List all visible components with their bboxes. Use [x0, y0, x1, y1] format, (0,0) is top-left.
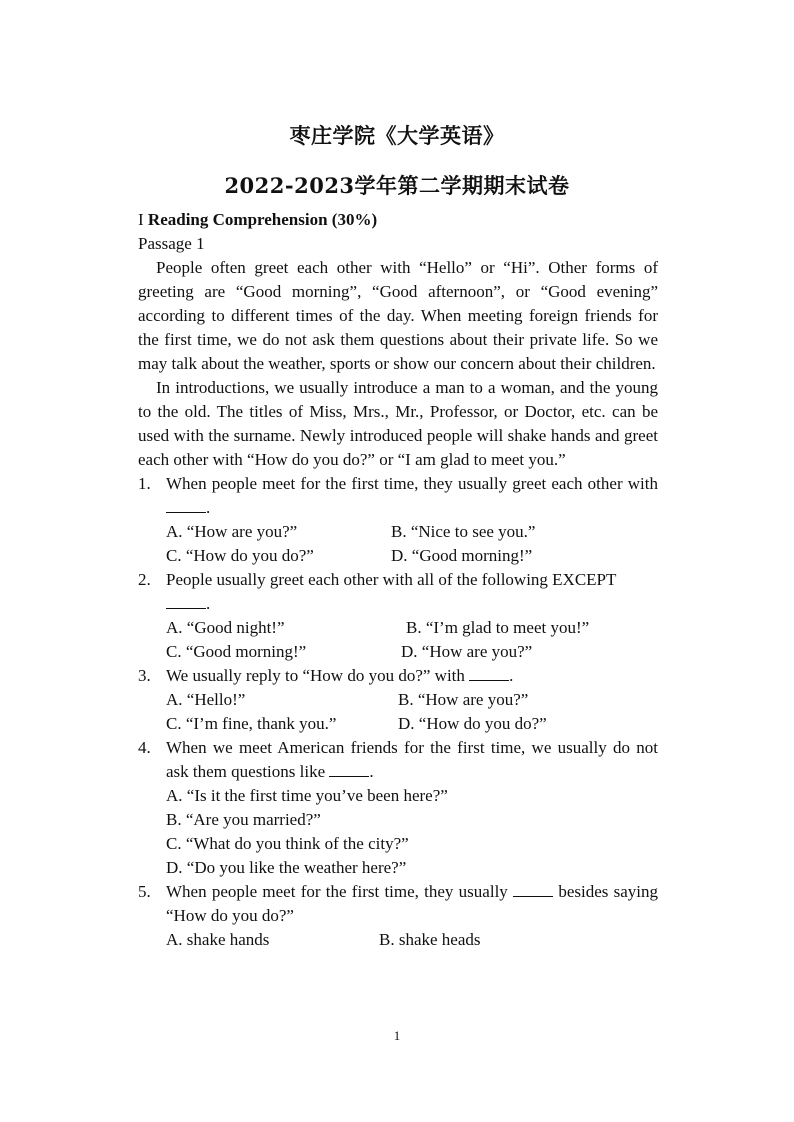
question-stem: People usually greet each other with all of the following EXCEPT	[166, 570, 617, 589]
question-1	[138, 472, 658, 568]
question-text	[166, 664, 658, 688]
answer-blank	[469, 665, 509, 681]
question-number: 2.	[138, 570, 151, 589]
question-stem: We usually reply to “How do you do?” with	[166, 666, 465, 685]
exam-title-line1: 枣庄学院《大学英语》	[289, 123, 505, 148]
answer-blank	[166, 497, 206, 513]
question-stem-end: .	[509, 666, 514, 685]
passage-paragraph-1: People often greet each other with “Hello” or “Hi”. Other forms of greeting are “Good morning”, “Good afternoon”, or “Good evening” according to different times of the day. When meeting foreign friends for the first time, we do not ask them questions about their private life. So we may talk about the weather, sports or show our concern about their children.	[138, 258, 658, 373]
question-options	[166, 928, 658, 952]
question-4	[138, 736, 658, 880]
question-text	[166, 472, 658, 520]
question-2	[138, 568, 658, 664]
question-stem-end: besides saying “How do you do?”	[166, 882, 659, 925]
option-a: A. “Hello!”	[166, 690, 246, 709]
question-stem: When people meet for the first time, they usually	[166, 882, 508, 901]
option-d: D. “How do you do?”	[398, 714, 547, 733]
question-stem-end: .	[206, 594, 211, 613]
question-stem-end: .	[369, 762, 374, 781]
option-b: B. “How are you?”	[398, 690, 529, 709]
question-text	[166, 568, 658, 616]
answer-blank	[329, 761, 369, 777]
option-c: C. “Good morning!”	[166, 642, 307, 661]
content-body	[138, 208, 658, 952]
question-number: 1.	[138, 474, 151, 493]
question-options	[166, 688, 658, 736]
exam-title-line2: 2022-2023学年第二学期期末试卷	[224, 173, 570, 198]
answer-blank	[166, 593, 206, 609]
section-heading	[138, 208, 658, 232]
option-c: C. “What do you think of the city?”	[166, 834, 409, 853]
option-a: A. “Is it the first time you’ve been here?”	[166, 786, 448, 805]
option-a: A. “How are you?”	[166, 522, 298, 541]
option-d: D. “Good morning!”	[391, 546, 533, 565]
question-number: 4.	[138, 738, 151, 757]
passage-label: Passage 1	[138, 234, 205, 253]
section-numeral: I	[138, 210, 144, 229]
question-stem: When we meet American friends for the first time, we usually do not ask them questions like	[166, 738, 658, 781]
option-a: A. shake hands	[166, 930, 270, 949]
option-d: D. “Do you like the weather here?”	[166, 858, 407, 877]
question-options	[166, 784, 658, 880]
page-number: 1	[393, 1028, 401, 1043]
option-b: B. shake heads	[379, 930, 481, 949]
question-stem-end: .	[206, 498, 211, 517]
option-b: B. “Nice to see you.”	[391, 522, 536, 541]
question-3	[138, 664, 658, 736]
question-text	[166, 736, 658, 784]
option-b: B. “I’m glad to meet you!”	[406, 618, 590, 637]
passage-paragraph-2: In introductions, we usually introduce a man to a woman, and the young to the old. The titles of Miss, Mrs., Mr., Professor, or Doctor, etc. can be used with the surname. Newly introduced people will shake hands and greet each other with “How do you do?” or “I am glad to meet you.”	[138, 378, 658, 469]
question-stem: When people meet for the first time, they usually greet each other with	[166, 474, 658, 493]
option-a: A. “Good night!”	[166, 618, 285, 637]
question-text	[166, 880, 658, 928]
question-options	[166, 520, 658, 568]
option-d: D. “How are you?”	[401, 642, 533, 661]
question-number: 5.	[138, 882, 151, 901]
option-b: B. “Are you married?”	[166, 810, 321, 829]
question-options	[166, 616, 658, 664]
option-c: C. “I’m fine, thank you.”	[166, 714, 337, 733]
section-title: Reading Comprehension (30%)	[147, 210, 378, 229]
question-number: 3.	[138, 666, 151, 685]
answer-blank	[513, 881, 553, 897]
option-c: C. “How do you do?”	[166, 546, 314, 565]
question-5	[138, 880, 658, 952]
